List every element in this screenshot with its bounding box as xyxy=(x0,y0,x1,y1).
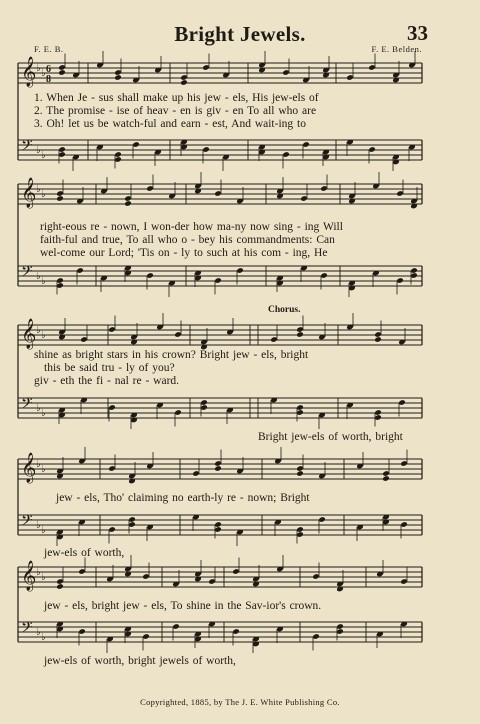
flat-sign: ♭ xyxy=(41,68,46,79)
flat-sign: ♭ xyxy=(41,408,46,419)
bass-lyric-line: jew-els of worth, bright jewels of worth, xyxy=(44,655,236,667)
note-head xyxy=(114,74,122,81)
note-head xyxy=(296,470,304,477)
flat-sign: ♭ xyxy=(41,276,46,287)
lyric-line: giv - eth the fi - nal re - ward. xyxy=(34,375,180,387)
note-head xyxy=(56,195,64,202)
flat-sign: ♭ xyxy=(36,627,41,638)
time-signature: 8 xyxy=(46,74,51,85)
lyric-line: jew - els, bright jew - els, To shine in the Sav-ior's crown. xyxy=(44,600,322,612)
words-credit: F. E. B. xyxy=(34,44,64,54)
flat-sign: ♭ xyxy=(36,145,41,156)
note-head xyxy=(214,465,222,472)
music-credit: F. E. Belden. xyxy=(371,44,422,54)
lyric-line: jew - els, Tho' claiming no earth-ly re - nown; Bright xyxy=(56,492,310,504)
bass-clef: 𝄢 xyxy=(21,619,33,640)
flat-sign: ♭ xyxy=(36,403,41,414)
flat-sign: ♭ xyxy=(41,572,46,583)
hymn-title: Bright Jewels. xyxy=(174,22,306,46)
flat-sign: ♭ xyxy=(36,459,41,470)
bass-clef: 𝄢 xyxy=(21,263,33,284)
bass-clef: 𝄢 xyxy=(21,395,33,416)
bass-clef: 𝄢 xyxy=(21,137,33,158)
flat-sign: ♭ xyxy=(41,330,46,341)
flat-sign: ♭ xyxy=(41,189,46,200)
bass-lyric-line: jew-els of worth, xyxy=(44,547,125,559)
lyric-line: this be said tru - ly of you? xyxy=(44,362,175,374)
note-head xyxy=(124,200,132,207)
note-head xyxy=(374,336,382,343)
lyric-line: 1. When Je - sus shall make up his jew - els, His jew-els of xyxy=(34,92,319,104)
note-head xyxy=(58,69,66,76)
note-head xyxy=(180,79,188,86)
flat-sign: ♭ xyxy=(36,63,41,74)
treble-clef: 𝄞 xyxy=(21,57,37,87)
bass-clef: 𝄢 xyxy=(21,512,33,533)
flat-sign: ♭ xyxy=(41,150,46,161)
flat-sign: ♭ xyxy=(41,525,46,536)
note-head xyxy=(296,331,304,338)
treble-clef: 𝄞 xyxy=(21,178,37,208)
treble-clef: 𝄞 xyxy=(21,319,37,349)
note-head xyxy=(56,583,64,590)
chorus-label: Chorus. xyxy=(268,305,301,315)
note-head xyxy=(382,475,390,482)
lyric-line: right-eous re - nown, I won-der how ma-ny now sing - ing Will xyxy=(40,221,343,233)
flat-sign: ♭ xyxy=(36,325,41,336)
flat-sign: ♭ xyxy=(36,184,41,195)
lyric-line: shine as bright stars in his crown? Bright jew - els, bright xyxy=(34,349,309,361)
time-signature: 6 xyxy=(46,64,51,75)
lyric-line: 3. Oh! let us be watch-ful and earn - est, And wait-ing to xyxy=(34,118,306,130)
bass-lyric-line: Bright jew-els of worth, bright xyxy=(258,431,403,443)
flat-sign: ♭ xyxy=(36,567,41,578)
lyric-line: 2. The promise - ise of heav - en is giv - en To all who are xyxy=(34,105,317,117)
page-number: 33 xyxy=(407,21,428,45)
copyright-notice: Copyrighted, 1885, by The J. E. White Publishing Co. xyxy=(140,697,340,707)
treble-clef: 𝄞 xyxy=(21,561,37,591)
flat-sign: ♭ xyxy=(36,271,41,282)
flat-sign: ♭ xyxy=(41,632,46,643)
treble-clef: 𝄞 xyxy=(21,453,37,483)
lyric-line: faith-ful and true, To all who o - bey his commandments: Can xyxy=(40,234,335,246)
lyric-line: wel-come our Lord; 'Tis on - ly to such at his com - ing, He xyxy=(40,247,328,259)
flat-sign: ♭ xyxy=(41,464,46,475)
flat-sign: ♭ xyxy=(36,520,41,531)
